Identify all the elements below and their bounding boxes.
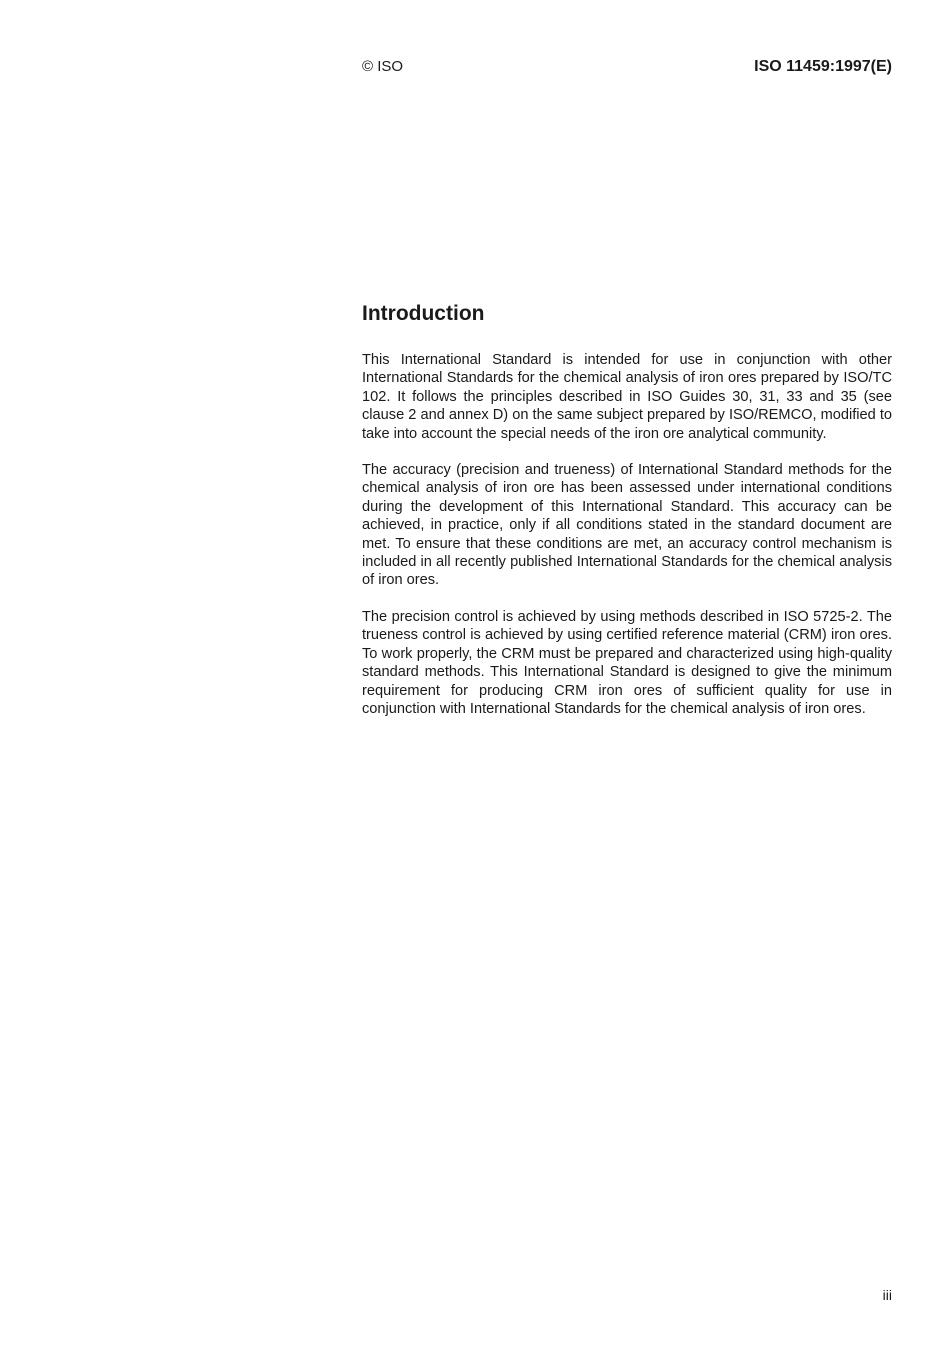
copyright-label: © ISO — [362, 58, 404, 75]
section-title: Introduction — [362, 302, 485, 325]
standard-number: ISO 11459:1997(E) — [754, 58, 892, 75]
paragraph: The precision control is achieved by using methods described in ISO 5725-2. The trueness control is achieved by using certified reference material (CRM) iron ores. To work properly, the CRM must be prepared and characterized using high-quality standard methods. This International Standard is designed to give the minimum requirement for producing CRM iron ores of sufficient quality for use in conjunction with International Standards for the chemical analysis of iron ores. — [362, 608, 892, 717]
paragraph: The accuracy (precision and trueness) of International Standard methods for the chemical analysis of iron ore has been assessed under international conditions during the development of this International Standard. This accuracy can be achieved, in practice, only if all conditions stated in the standard document are met. To ensure that these conditions are met, an accuracy control mechanism is included in all recently published International Standards for the chemical analysis of iron ores. — [362, 462, 892, 589]
section-body — [362, 351, 892, 736]
paragraph: This International Standard is intended for use in conjunction with other International Standards for the chemical analysis of iron ores prepared by ISO/TC 102. It follows the principles described in ISO Guides 30, 31, 33 and 35 (see clause 2 and annex D) on the same subject prepared by ISO/REMCO, modified to take into account the special needs of the iron ore analytical community. — [362, 352, 892, 442]
page-number: iii — [882, 1287, 892, 1303]
